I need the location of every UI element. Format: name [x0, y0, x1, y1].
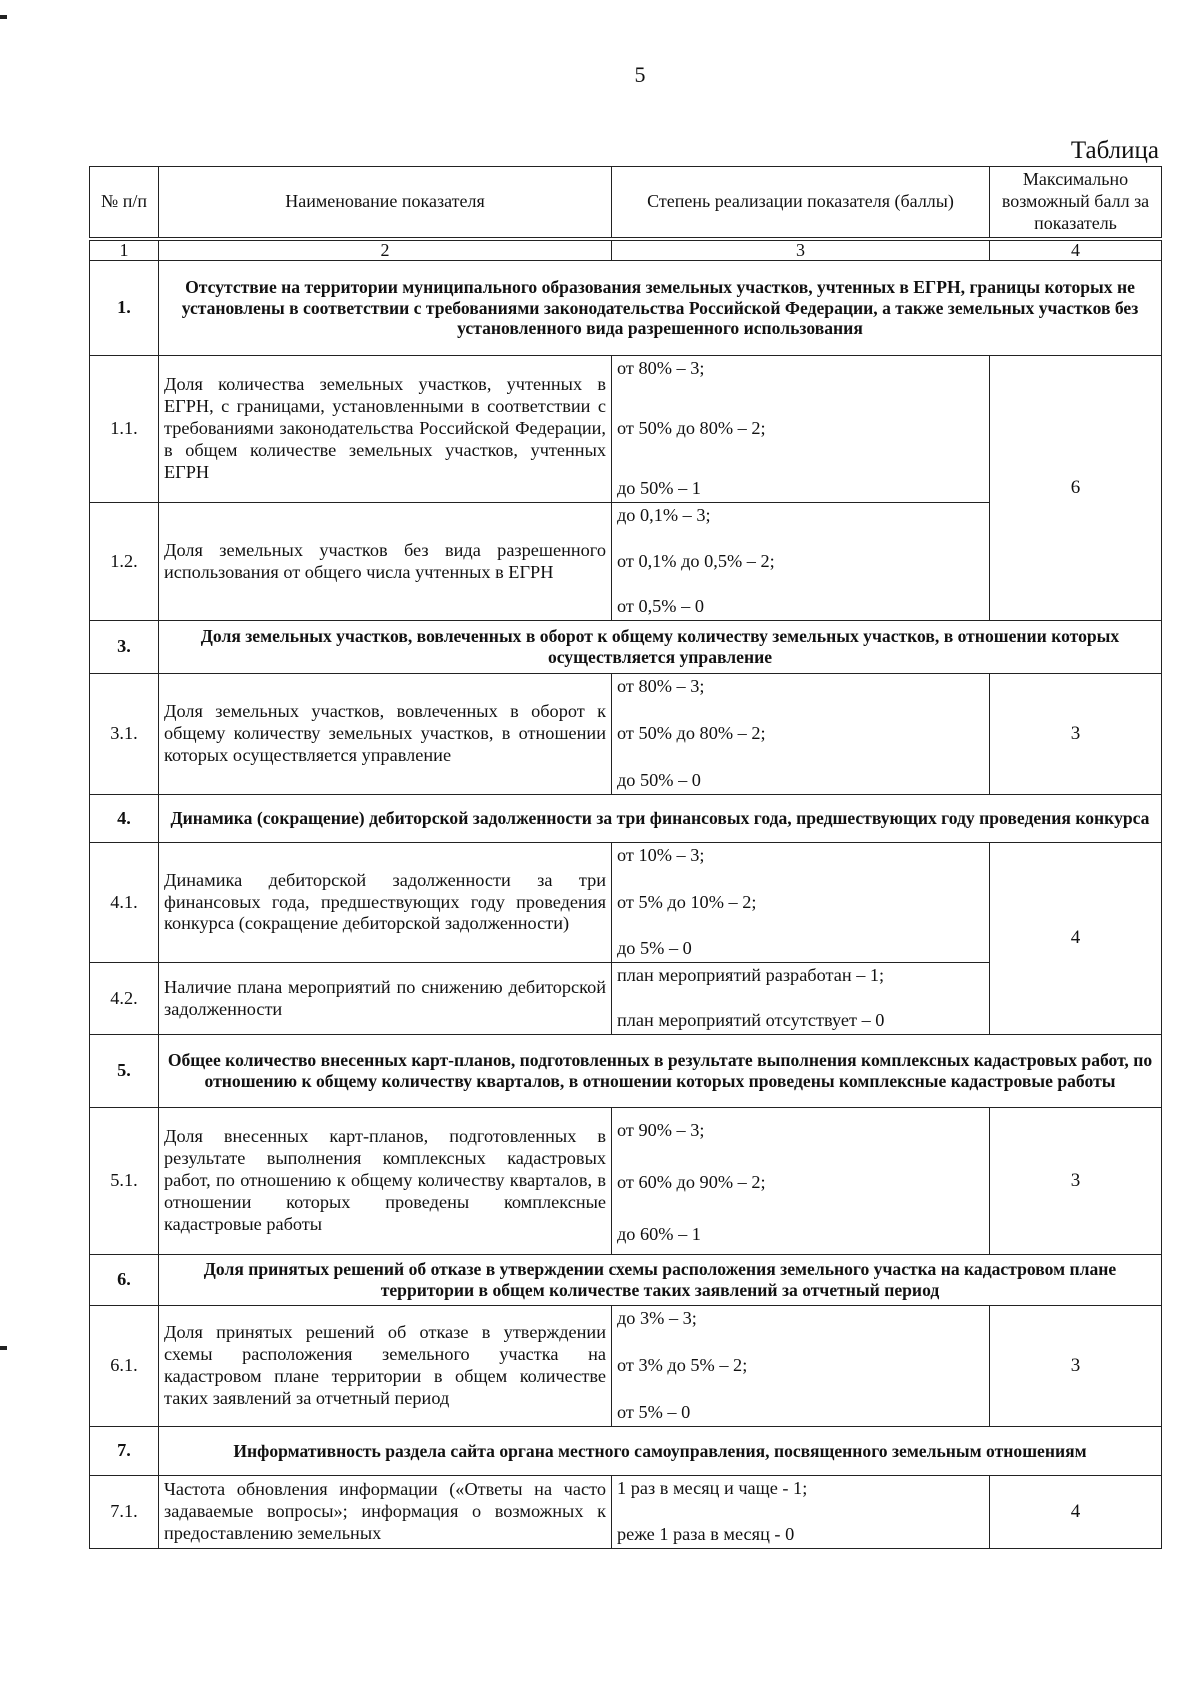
indicator-number: 1.1.: [90, 356, 159, 503]
scan-mark: [0, 15, 7, 19]
score-option: от 50% до 80% – 2;: [617, 723, 766, 744]
section-title: Отсутствие на территории муниципального образования земельных участков, учтенных в ЕГРН, границы которых не установлены в соответствии с требованиями законодательства Российской Федерации, а также земельных участков без установленного вида разрешенного использования: [159, 261, 1162, 356]
column-number: 3: [612, 239, 990, 261]
score-option: от 50% до 80% – 2;: [617, 418, 766, 439]
score-range-cell: [612, 674, 990, 795]
section-title: Информативность раздела сайта органа местного самоуправления, посвященного земельным отношениям: [159, 1427, 1162, 1476]
indicator-description: Наличие плана мероприятий по снижению дебиторской задолженности: [159, 963, 612, 1035]
section-row: [90, 1255, 1162, 1306]
section-row: [90, 795, 1162, 843]
scan-mark: [0, 1346, 7, 1350]
score-option: от 80% – 3;: [617, 676, 705, 696]
indicator-row: [90, 1108, 1162, 1255]
indicator-description: Доля принятых решений об отказе в утверждении схемы расположения земельного участка на кадастровом плане территории в общем количестве таких заявлений за отчетный период: [159, 1306, 612, 1427]
section-number: 6.: [90, 1255, 159, 1306]
table-caption: Таблица: [1070, 137, 1159, 164]
indicator-number: 7.1.: [90, 1476, 159, 1549]
section-row: [90, 261, 1162, 356]
score-option: от 5% до 10% – 2;: [617, 891, 757, 912]
indicator-number: 4.2.: [90, 963, 159, 1035]
score-option: от 80% – 3;: [617, 358, 705, 378]
section-title: Доля земельных участков, вовлеченных в оборот к общему количеству земельных участков, в отношении которых осуществляется управление: [159, 621, 1162, 674]
score-range-cell: [612, 843, 990, 963]
max-score: 3: [990, 674, 1162, 795]
score-option: от 60% до 90% – 2;: [617, 1172, 766, 1193]
indicator-description: Доля количества земельных участков, учтенных в ЕГРН, с границами, установленными в соответствии с требованиями законодательства Российской Федерации, в общем количестве земельных участков, учтенных ЕГРН: [159, 356, 612, 503]
score-option: от 0,1% до 0,5% – 2;: [617, 550, 775, 571]
score-option: реже 1 раза в месяц - 0: [617, 1524, 795, 1545]
indicator-row: [90, 843, 1162, 963]
indicator-description: Динамика дебиторской задолженности за три финансовых года, предшествующих году проведения конкурса (сокращение дебиторской задолженности): [159, 843, 612, 963]
page-number: 5: [634, 62, 646, 87]
column-numbers-row: [90, 239, 1162, 261]
score-option: план мероприятий разработан – 1;: [617, 965, 885, 985]
indicator-description: Доля земельных участков без вида разрешенного использования от общего числа учтенных в ЕГРН: [159, 503, 612, 621]
section-row: [90, 1035, 1162, 1108]
score-option: 1 раз в месяц и чаще - 1;: [617, 1478, 808, 1498]
score-range-cell: [612, 503, 990, 621]
max-score: 3: [990, 1108, 1162, 1255]
score-option: до 3% – 3;: [617, 1308, 697, 1328]
score-option: от 0,5% – 0: [617, 596, 704, 617]
score-option: от 5% – 0: [617, 1402, 691, 1423]
indicator-row: [90, 674, 1162, 795]
indicator-description: Доля внесенных карт-планов, подготовленных в результате выполнения комплексных кадастровых работ, по отношению к общему количеству кварталов, в отношении которых проведены комплексные кадастровые работы: [159, 1108, 612, 1255]
section-number: 5.: [90, 1035, 159, 1108]
max-score: 4: [990, 843, 1162, 1035]
indicator-number: 5.1.: [90, 1108, 159, 1255]
indicator-description: Доля земельных участков, вовлеченных в оборот к общему количеству земельных участков, в отношении которых осуществляется управление: [159, 674, 612, 795]
section-row: [90, 621, 1162, 674]
column-number: 4: [990, 239, 1162, 261]
indicator-row: [90, 1306, 1162, 1427]
score-option: до 50% – 1: [617, 478, 701, 499]
indicator-number: 6.1.: [90, 1306, 159, 1427]
max-score: 6: [990, 356, 1162, 621]
score-range-cell: [612, 1108, 990, 1255]
column-number: 1: [90, 239, 159, 261]
header-col-number: № п/п: [90, 167, 159, 239]
score-option: до 60% – 1: [617, 1224, 701, 1245]
score-option: от 10% – 3;: [617, 845, 705, 865]
header-col-degree: Степень реализации показателя (баллы): [612, 167, 990, 239]
score-option: от 90% – 3;: [617, 1120, 705, 1140]
indicator-number: 3.1.: [90, 674, 159, 795]
score-range-cell: [612, 356, 990, 503]
section-title: Динамика (сокращение) дебиторской задолженности за три финансовых года, предшествующих году проведения конкурса: [159, 795, 1162, 843]
section-row: [90, 1427, 1162, 1476]
indicator-number: 1.2.: [90, 503, 159, 621]
section-number: 1.: [90, 261, 159, 356]
indicator-row: [90, 356, 1162, 503]
header-col-max-score: Максимально возможный балл за показатель: [990, 167, 1162, 239]
indicators-table: [89, 166, 1162, 1549]
max-score: 3: [990, 1306, 1162, 1427]
indicator-description: Частота обновления информации («Ответы на часто задаваемые вопросы»; информация о возможных к предоставлению земельных: [159, 1476, 612, 1549]
score-range-cell: [612, 963, 990, 1035]
score-range-cell: [612, 1306, 990, 1427]
section-title: Доля принятых решений об отказе в утверждении схемы расположения земельного участка на кадастровом плане территории в общем количестве таких заявлений за отчетный период: [159, 1255, 1162, 1306]
section-number: 4.: [90, 795, 159, 843]
score-option: до 5% – 0: [617, 938, 692, 959]
section-number: 3.: [90, 621, 159, 674]
header-col-name: Наименование показателя: [159, 167, 612, 239]
score-range-cell: [612, 1476, 990, 1549]
column-number: 2: [159, 239, 612, 261]
indicator-row: [90, 1476, 1162, 1549]
score-option: план мероприятий отсутствует – 0: [617, 1010, 885, 1031]
max-score: 4: [990, 1476, 1162, 1549]
table-header-row: [90, 167, 1162, 239]
score-option: до 0,1% – 3;: [617, 505, 711, 525]
section-number: 7.: [90, 1427, 159, 1476]
score-option: до 50% – 0: [617, 770, 701, 791]
indicator-number: 4.1.: [90, 843, 159, 963]
score-option: от 3% до 5% – 2;: [617, 1355, 748, 1376]
section-title: Общее количество внесенных карт-планов, подготовленных в результате выполнения комплексных кадастровых работ, по отношению к общему количеству кварталов, в отношении которых проведены комплексные кадастровые работы: [159, 1035, 1162, 1108]
